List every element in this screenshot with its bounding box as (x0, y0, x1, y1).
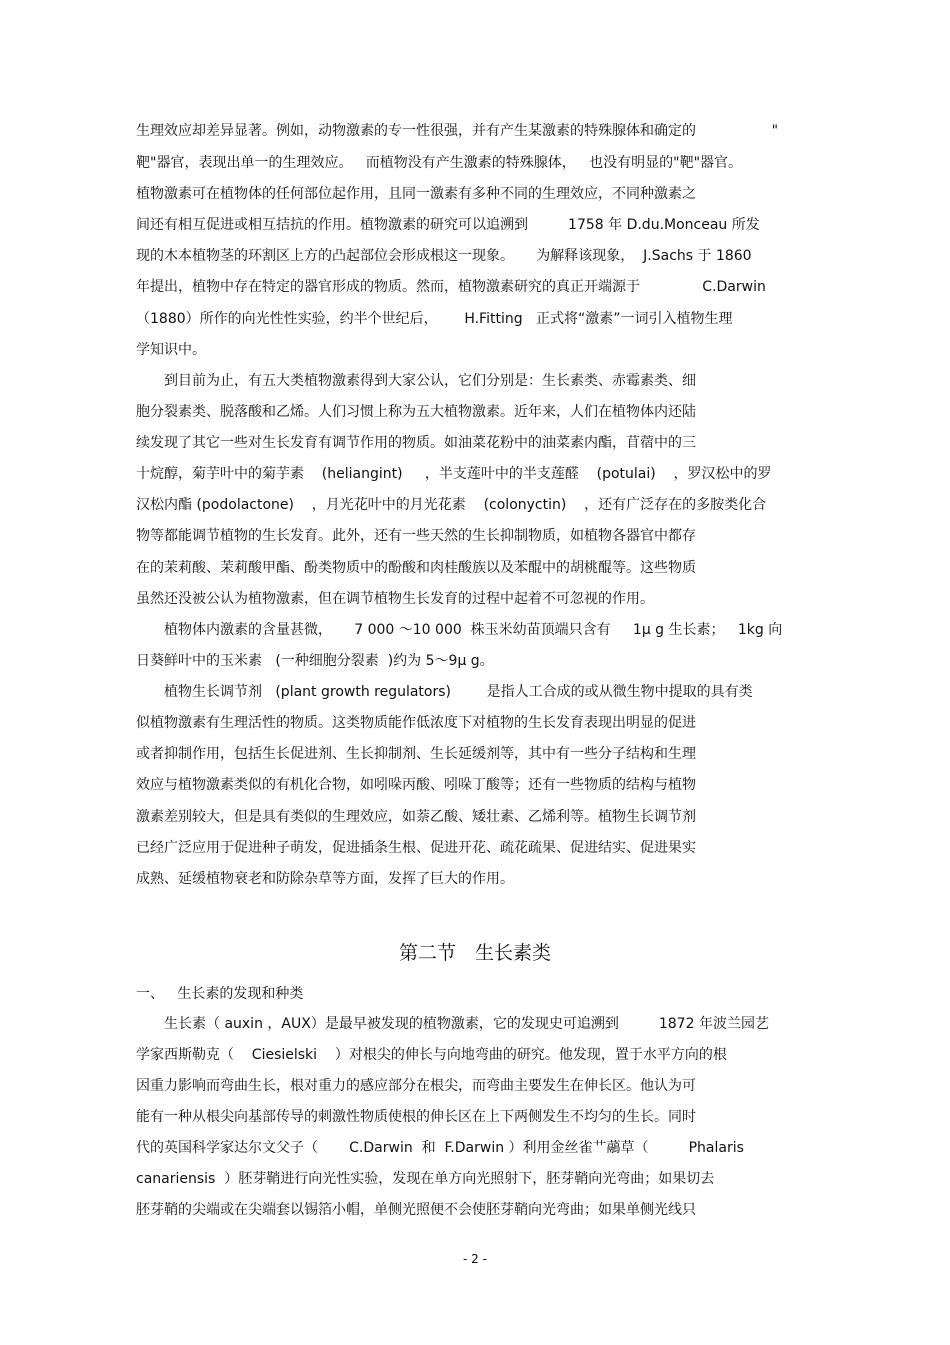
text-line: 植物生长调节剂 (plant growth regulators) 是指人工合成的或从微生物中提取的具有类 (136, 684, 753, 700)
text-line: canariensis ）胚芽鞘进行向光性实验，发现在单方向光照射下，胚芽鞘向光弯曲；如果切去 (136, 1171, 715, 1187)
text-line: 靶"器官，表现出单一的生理效应。 而植物没有产生激素的特殊腺体， 也没有明显的"靶"器官。 (136, 155, 743, 171)
text-line: 效应与植物激素类似的有机化合物，如吲哚丙酸、吲哚丁酸等；还有一些物质的结构与植物 (136, 777, 696, 793)
text-line: （1880）所作的向光性性实验，约半个世纪后， H.Fitting 正式将“激素”一词引入植物生理 (136, 311, 733, 327)
text-line: 或者抑制作用，包括生长促进剂、生长抑制剂、生长延缓剂等，其中有一些分子结构和生理 (136, 746, 696, 762)
text-line: 胚芽鞘的尖端或在尖端套以锡箔小帽，单侧光照便不会使胚芽鞘向光弯曲；如果单侧光线只 (136, 1202, 696, 1218)
text-line: 学知识中。 (136, 342, 206, 358)
text-line: 十烷醇，菊芋叶中的菊芋素 (heliangint) ，半支莲叶中的半支莲醛 (potulai) ，罗汉松中的罗 (136, 466, 772, 482)
text-line: 年提出，植物中存在特定的器官形成的物质。然而，植物激素研究的真正开端源于 C.Darwin (136, 279, 766, 295)
page-number: - 2 - (463, 1252, 487, 1266)
text-line: 在的茉莉酸、茉莉酸甲酯、酚类物质中的酚酸和肉桂酸族以及苯醌中的胡桃醌等。这些物质 (136, 560, 696, 576)
text-line: 到目前为止，有五大类植物激素得到大家公认，它们分别是：生长素类、赤霉素类、细 (136, 373, 696, 389)
text-line: 生理效应却差异显著。例如，动物激素的专一性很强，并有产生某激素的特殊腺体和确定的 " (136, 123, 779, 139)
text-line: 胞分裂素类、脱落酸和乙烯。人们习惯上称为五大植物激素。近年来，人们在植物体内还陆 (136, 404, 696, 420)
text-line: 能有一种从根尖向基部传导的刺激性物质使根的伸长区在上下两侧发生不均匀的生长。同时 (136, 1109, 696, 1125)
subsection-title: 一、 生长素的发现和种类 (136, 986, 304, 1002)
text-line: 代的英国科学家达尔文父子（ C.Darwin 和 F.Darwin ）利用金丝雀艹虉草（ Phalaris (136, 1140, 744, 1156)
text-line: 因重力影响而弯曲生长，根对重力的感应部分在根尖，而弯曲主要发生在伸长区。他认为可 (136, 1078, 696, 1094)
text-line: 日葵鲜叶中的玉米素 (一种细胞分裂素 )约为 5～9μ g。 (136, 653, 494, 669)
text-line: 现的木本植物茎的环割区上方的凸起部位会形成根这一现象。 为解释该现象， J.Sachs 于 1860 (136, 248, 752, 264)
text-line: 汉松内酯 (podolactone) ，月光花叶中的月光花素 (colonyctin) ，还有广泛存在的多胺类化合 (136, 497, 767, 513)
text-line: 学家西斯勒克（ Ciesielski ）对根尖的伸长与向地弯曲的研究。他发现，置于水平方向的根 (136, 1047, 727, 1063)
text-line: 似植物激素有生理活性的物质。这类物质能作低浓度下对植物的生长发育表现出明显的促进 (136, 715, 696, 731)
text-line: 物等都能调节植物的生长发育。此外，还有一些天然的生长抑制物质，如植物各器官中都存 (136, 528, 696, 544)
section-title: 第二节 生长素类 (398, 942, 551, 964)
text-line: 植物体内激素的含量甚微， 7 000 ～10 000 株玉米幼苗顶端只含有 1μ g 生长素； 1kg 向 (136, 622, 783, 638)
text-line: 成熟、延缓植物衰老和防除杂草等方面，发挥了巨大的作用。 (136, 871, 514, 887)
text-line: 生长素（ auxin ，AUX）是最早被发现的植物激素，它的发现史可追溯到 1872 年波兰园艺 (136, 1016, 769, 1032)
text-line: 激素差别较大，但是具有类似的生理效应，如萘乙酸、矮壮素、乙烯利等。植物生长调节剂 (136, 809, 696, 825)
text-line: 间还有相互促进或相互拮抗的作用。植物激素的研究可以追溯到 1758 年 D.du.Monceau 所发 (136, 217, 760, 233)
text-line: 续发现了其它一些对生长发育有调节作用的物质。如油菜花粉中的油菜素内酯，苜蓿中的三 (136, 435, 696, 451)
text-line: 植物激素可在植物体的任何部位起作用，且同一激素有多种不同的生理效应，不同种激素之 (136, 186, 696, 202)
text-line: 虽然还没被公认为植物激素，但在调节植物生长发育的过程中起着不可忽视的作用。 (136, 591, 654, 607)
text-line: 已经广泛应用于促进种子萌发，促进插条生根、促进开花、疏花疏果、促进结实、促进果实 (136, 840, 696, 856)
